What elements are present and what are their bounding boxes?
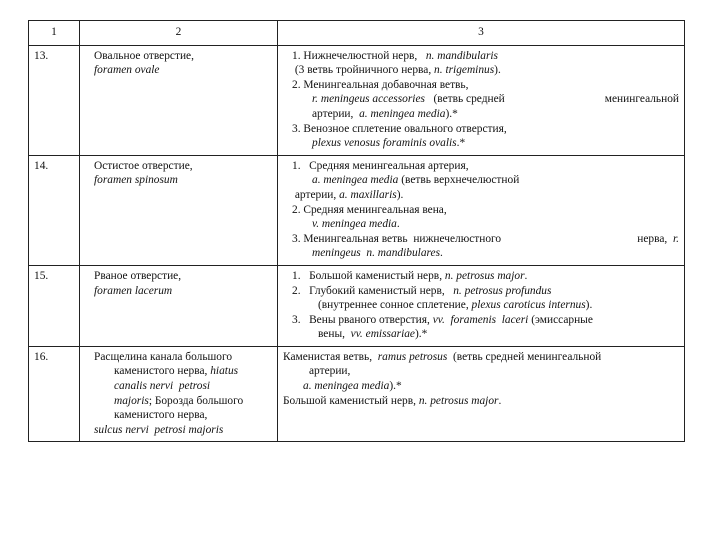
header-col-2: 2 bbox=[80, 21, 278, 46]
structure-latin: sulcus nervi petrosi majoris bbox=[94, 423, 224, 436]
structure-latin: foramen lacerum bbox=[94, 284, 173, 297]
contents-cell bbox=[278, 265, 685, 346]
content-line: Большой каменистый нерв, n. petrosus major. bbox=[283, 394, 502, 407]
content-line: 2. Средняя менингеальная вена, bbox=[292, 203, 447, 216]
content-line: Каменистая ветвь, ramus petrosus (ветвь средней менингеальной bbox=[283, 350, 602, 363]
row-number: 13. bbox=[29, 45, 80, 155]
header-col-1: 1 bbox=[29, 21, 80, 46]
structure-name: majoris; Борозда большого bbox=[114, 394, 244, 407]
content-line: (внутреннее сонное сплетение, plexus caroticus internus). bbox=[318, 299, 593, 312]
anatomy-table bbox=[28, 20, 685, 442]
content-line: 2. Менингеальная добавочная ветвь, bbox=[292, 78, 469, 91]
structure-name: Остистое отверстие, bbox=[94, 159, 193, 172]
structure-name: Расщелина канала большого bbox=[94, 350, 233, 363]
content-line: 1. Большой каменистый нерв, n. petrosus major. bbox=[292, 269, 528, 282]
structure-name-cell bbox=[80, 155, 278, 265]
content-line: 3. Венозное сплетение овального отверстия, bbox=[292, 122, 507, 135]
content-line: plexus venosus foraminis ovalis.* bbox=[312, 137, 466, 150]
content-line: 3. Менингеальная ветвь нижнечелюстного нерва, r. bbox=[292, 232, 679, 245]
content-line: 2. Глубокий каменистый нерв, n. petrosus profundus bbox=[292, 284, 552, 297]
content-line: артерии, a. maxillaris). bbox=[294, 188, 404, 201]
table-row bbox=[29, 45, 685, 155]
structure-latin: foramen ovale bbox=[94, 64, 160, 77]
table-row bbox=[29, 265, 685, 346]
content-line: артерии, bbox=[309, 365, 351, 378]
row-number: 16. bbox=[29, 346, 80, 442]
content-line: r. meningeus accessories (ветвь средней менингеальной bbox=[312, 93, 679, 106]
structure-name-cell bbox=[80, 346, 278, 442]
content-line: 1. Средняя менингеальная артерия, bbox=[292, 159, 469, 172]
structure-name: Рваное отверстие, bbox=[94, 269, 182, 282]
content-line: 1. Нижнечелюстной нерв, n. mandibularis bbox=[292, 49, 498, 62]
structure-name-cell bbox=[80, 265, 278, 346]
row-number: 14. bbox=[29, 155, 80, 265]
content-line: a. meningea media (ветвь верхнечелюстной bbox=[312, 174, 520, 187]
table-row bbox=[29, 346, 685, 442]
structure-name: каменистого нерва, bbox=[114, 409, 208, 422]
structure-name-cell bbox=[80, 45, 278, 155]
structure-name: каменистого нерва, hiatus bbox=[114, 365, 239, 378]
header-row bbox=[29, 21, 685, 46]
structure-name: Овальное отверстие, bbox=[94, 49, 194, 62]
structure-latin: foramen spinosum bbox=[94, 174, 178, 187]
row-number: 15. bbox=[29, 265, 80, 346]
content-line: артерии, a. meningea media).* bbox=[312, 107, 458, 120]
contents-cell bbox=[278, 45, 685, 155]
content-line: a. meningea media).* bbox=[303, 380, 402, 393]
content-line: (3 ветвь тройничного нерва, n. trigeminus). bbox=[294, 64, 501, 77]
content-line: вены, vv. emissariae).* bbox=[318, 328, 428, 341]
content-line: 3. Вены рваного отверстия, vv. foramenis laceri (эмиссарные bbox=[292, 313, 593, 326]
contents-cell bbox=[278, 155, 685, 265]
structure-latin: canalis nervi petrosi bbox=[114, 380, 211, 393]
contents-cell bbox=[278, 346, 685, 442]
content-line: meningeus n. mandibulares. bbox=[312, 247, 443, 260]
header-col-3: 3 bbox=[278, 21, 685, 46]
content-line: v. meningea media. bbox=[312, 218, 400, 231]
table-row bbox=[29, 155, 685, 265]
